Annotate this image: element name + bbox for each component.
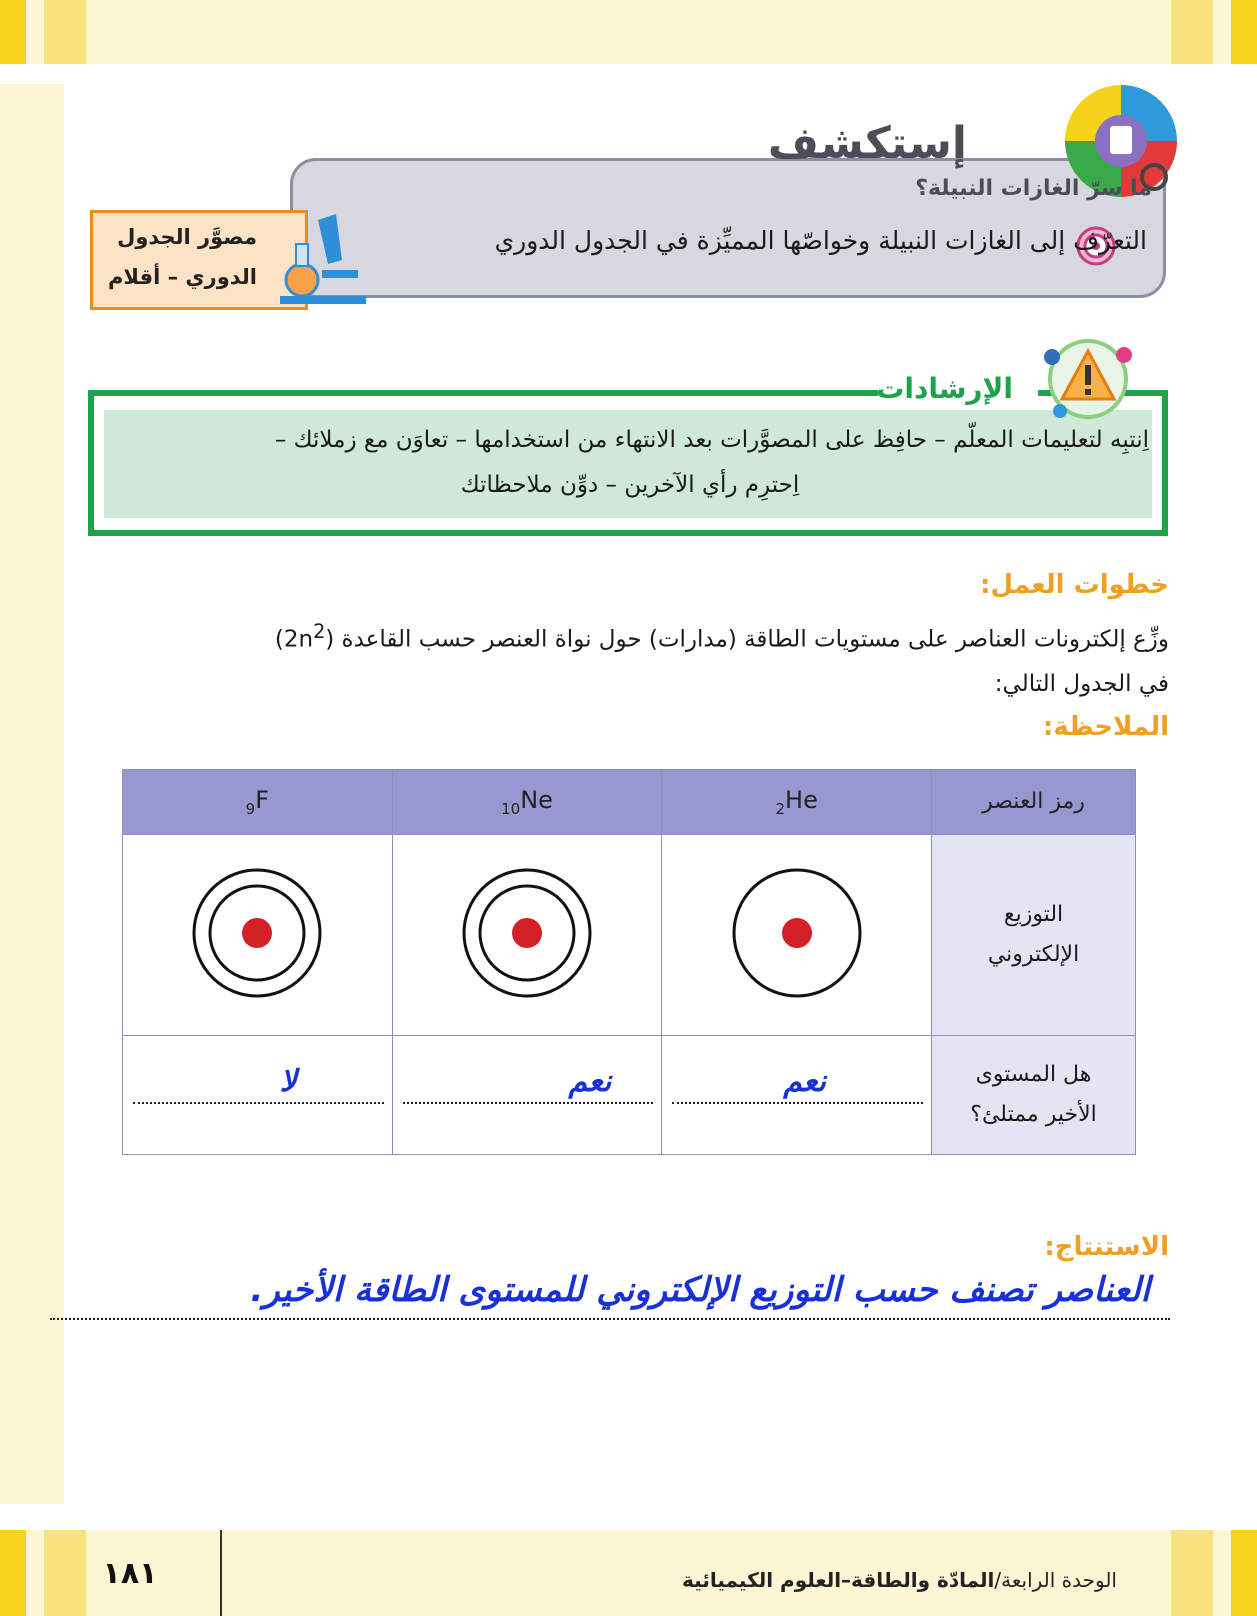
conclusion-heading: الاستنتاج:: [1044, 1232, 1169, 1262]
steps-text: [89, 610, 1169, 706]
table-row: [123, 770, 1136, 835]
distribution-label: التوزيع الإلكتروني: [932, 835, 1136, 1036]
topic-question: ما سرّ الغازات النبيلة؟: [915, 176, 1152, 201]
steps-heading: خطوات العمل:: [980, 570, 1169, 600]
conclusion-answer: العناصر تصنف حسب التوزيع الإلكتروني للمستوى الطاقة الأخير.: [250, 1270, 1150, 1310]
materials-line-2: الدوري – أقلام: [107, 265, 257, 289]
answer-cell: [662, 1036, 932, 1155]
footer-text: [682, 1568, 1117, 1592]
atom-diagram-f: [187, 863, 327, 1003]
table-row: [123, 1036, 1136, 1155]
atom-diagram-he: [727, 863, 867, 1003]
answer-cell: [392, 1036, 662, 1155]
guidelines-text: [111, 418, 1149, 508]
full-shell-label: هل المستوى الأخير ممتلئ؟: [932, 1036, 1136, 1155]
footer-subject: المادّة والطاقة–العلوم الكيميائية: [682, 1568, 995, 1592]
table-row: [123, 835, 1136, 1036]
element-symbol-cell: $_2$He: [662, 770, 932, 835]
element-symbol-cell: $_{10}$Ne: [392, 770, 662, 835]
answer-cell: [123, 1036, 393, 1155]
conclusion-dotted-line: [50, 1318, 1170, 1320]
handwritten-answer: نعم: [783, 1064, 826, 1099]
materials-line-1: مصوَّر الجدول: [117, 225, 257, 249]
footer-unit: الوحدة الرابعة/: [994, 1568, 1117, 1592]
steps-line-2: في الجدول التالي:: [994, 670, 1169, 697]
warning-icon: [1038, 335, 1138, 425]
guidelines-title: الإرشادات: [876, 372, 1013, 405]
handwritten-answer: نعم: [568, 1064, 612, 1099]
page-number: ١٨١: [102, 1556, 158, 1591]
top-decorative-bar: [0, 0, 1257, 64]
microscope-icon: [278, 210, 368, 310]
steps-line-1: وزِّع إلكترونات العناصر على مستويات الطاقة (مدارات) حول نواة العنصر حسب القاعدة $(2n^2)$: [274, 620, 1169, 653]
shell-diagram-cell: [392, 835, 662, 1036]
observation-table: [122, 769, 1136, 1155]
shell-diagram-cell: [662, 835, 932, 1036]
guidelines-line-1: اِنتبِه لتعليمات المعلّم – حافِظ على المصوَّرات بعد الانتهاء من استخدامها – تعاوَن مع زملائك –: [274, 427, 1149, 453]
topic-goal: التعرّف إلى الغازات النبيلة وخواصّها المميِّزة في الجدول الدوري: [494, 226, 1147, 255]
header-label: رمز العنصر: [932, 770, 1136, 835]
handwritten-answer: لا: [279, 1064, 297, 1099]
explore-title: إستكشف: [767, 118, 967, 169]
observation-heading: الملاحظة:: [1042, 712, 1169, 742]
element-symbol-cell: $_9$F: [123, 770, 393, 835]
shell-diagram-cell: [123, 835, 393, 1036]
materials-box: [90, 210, 308, 310]
guidelines-line-2: اِحترِم رأي الآخرين – دوِّن ملاحظاتك: [460, 472, 800, 498]
atom-diagram-ne: [457, 863, 597, 1003]
